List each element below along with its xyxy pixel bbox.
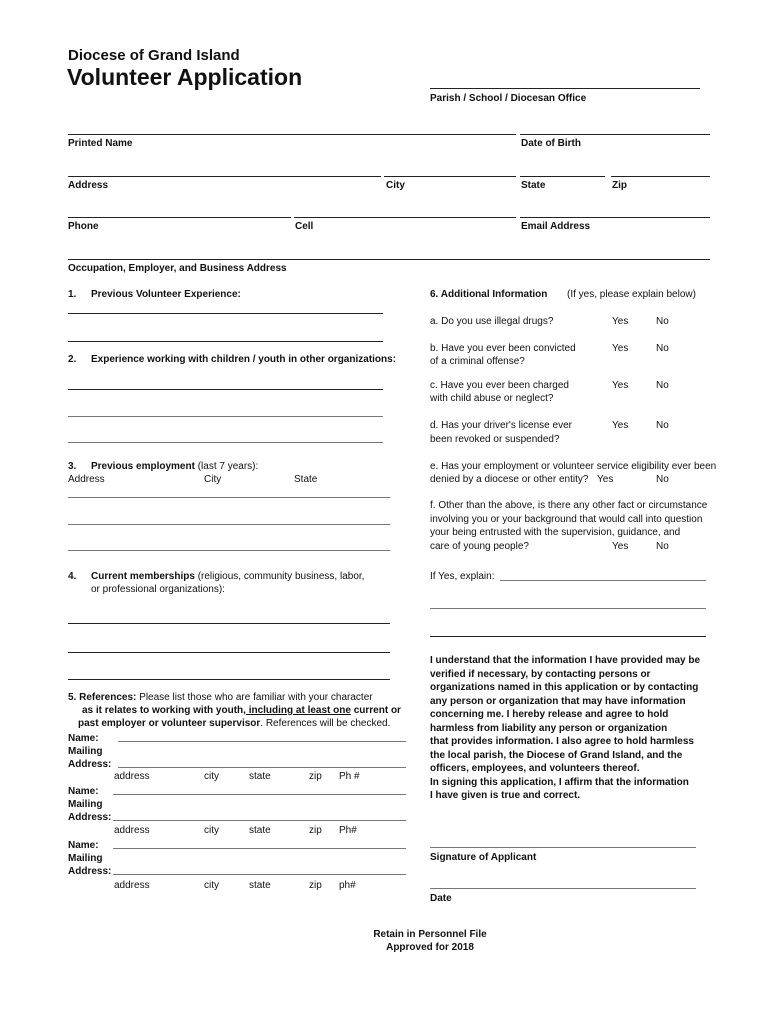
q-c-text: c. Have you ever been charged with child abuse or neglect?	[430, 380, 569, 404]
ref1-sub-zip: zip	[309, 771, 322, 782]
ref3-sub-address: address	[114, 880, 150, 891]
ref2-address-line[interactable]	[113, 820, 406, 821]
dob-label: Date of Birth	[521, 138, 581, 149]
s3-heading-rest: (last 7 years):	[194, 461, 259, 472]
s4-line-1[interactable]	[68, 623, 390, 624]
date-label: Date	[430, 893, 452, 904]
ref2-sub-city: city	[204, 825, 219, 836]
s1-line-1[interactable]	[68, 313, 383, 314]
s5-line3	[78, 717, 390, 730]
s2-line-1[interactable]	[68, 389, 383, 390]
dob-line[interactable]	[520, 134, 710, 135]
q-a-text: a. Do you use illegal drugs?	[430, 316, 554, 327]
s2-line-3[interactable]	[68, 442, 383, 443]
footer-approved: Approved for 2018	[386, 942, 474, 953]
city-line[interactable]	[384, 176, 516, 177]
q-f-no[interactable]: No	[656, 541, 669, 552]
ref3-sub-city: city	[204, 880, 219, 891]
q-b-text: b. Have you ever been convicted of a criminal offense?	[430, 343, 576, 367]
q-e-text: e. Has your employment or volunteer service eligibility ever been denied by a diocese or other entity?	[430, 461, 717, 485]
ref1-sub-address: address	[114, 771, 150, 782]
page-title: Volunteer Application	[67, 64, 303, 90]
q-f-yes[interactable]: Yes	[612, 541, 629, 552]
s1-line-2[interactable]	[68, 341, 383, 342]
s3-city-col: City	[204, 474, 222, 485]
ref1-sub-city: city	[204, 771, 219, 782]
s4-number: 4.	[68, 571, 77, 582]
ref1-address-line[interactable]	[118, 767, 406, 768]
ref3-mailing-label: Mailing	[68, 853, 103, 864]
address-line[interactable]	[68, 176, 381, 177]
q-e-no[interactable]: No	[656, 474, 669, 485]
zip-label: Zip	[612, 180, 627, 191]
explain-label: If Yes, explain:	[430, 571, 495, 582]
s2-line-2[interactable]	[68, 416, 383, 417]
q-e-yes[interactable]: Yes	[597, 474, 614, 485]
q-a-yes[interactable]: Yes	[612, 316, 629, 327]
s3-line-2[interactable]	[68, 524, 390, 525]
s5-line2	[82, 704, 401, 717]
email-label: Email Address	[521, 221, 591, 232]
ref2-name-line[interactable]	[113, 794, 406, 795]
s6-note: (If yes, please explain below)	[567, 289, 696, 300]
ref2-sub-address: address	[114, 825, 150, 836]
date-line[interactable]	[430, 888, 696, 889]
q-d-no[interactable]: No	[656, 420, 669, 431]
ref2-sub-zip: zip	[309, 825, 322, 836]
ref2-sub-ph: Ph#	[339, 825, 357, 836]
s4-line-2[interactable]	[68, 652, 390, 653]
cell-line[interactable]	[294, 217, 516, 218]
explain-line-3[interactable]	[430, 636, 706, 637]
ref2-name-label: Name:	[68, 786, 99, 797]
ref2-address-label: Address:	[68, 812, 112, 823]
s3-line-1[interactable]	[68, 497, 390, 498]
parish-label: Parish / School / Diocesan Office	[430, 93, 587, 104]
s4-heading-rest: (religious, community business, labor,	[194, 571, 365, 582]
s3-line-3[interactable]	[68, 550, 390, 551]
cell-label: Cell	[295, 221, 314, 232]
s4-heading	[91, 570, 364, 583]
q-a-no[interactable]: No	[656, 316, 669, 327]
ref1-mailing-label: Mailing	[68, 746, 103, 757]
state-label: State	[521, 180, 546, 191]
s3-heading-bold: Previous employment	[91, 461, 195, 472]
printed-name-line[interactable]	[68, 134, 516, 135]
ref3-sub-zip: zip	[309, 880, 322, 891]
ref1-name-label: Name:	[68, 733, 99, 744]
s3-address-col: Address	[68, 474, 105, 485]
s1-label: Previous Volunteer Experience:	[91, 289, 241, 300]
ref1-sub-state: state	[249, 771, 271, 782]
address-label: Address	[68, 180, 109, 191]
signature-label: Signature of Applicant	[430, 852, 537, 863]
city-label: City	[386, 180, 405, 191]
s3-number: 3.	[68, 461, 77, 472]
ref1-name-line[interactable]	[118, 741, 406, 742]
s3-heading	[91, 460, 258, 473]
state-line[interactable]	[520, 176, 605, 177]
ref2-sub-state: state	[249, 825, 271, 836]
s5-line3-a: past employer or volunteer supervisor	[78, 718, 261, 729]
s3-state-col: State	[294, 474, 318, 485]
org-name: Diocese of Grand Island	[68, 47, 240, 64]
q-d-yes[interactable]: Yes	[612, 420, 629, 431]
explain-line-1[interactable]	[500, 580, 706, 581]
q-c-yes[interactable]: Yes	[612, 380, 629, 391]
s1-number: 1.	[68, 289, 77, 300]
parish-line[interactable]	[430, 88, 700, 89]
s6-title: 6. Additional Information	[430, 289, 548, 300]
s4-heading-bold: Current memberships	[91, 571, 195, 582]
s5-heading-rest: Please list those who are familiar with your character	[136, 692, 373, 703]
s5-line2-c: current or	[350, 705, 401, 716]
q-f-text: f. Other than the above, is there any other fact or circumstance involving you or your background that would call into question your being entrusted with the supervision, guidance, and care of young people?	[430, 500, 708, 552]
phone-line[interactable]	[68, 217, 291, 218]
s4-heading-line2: or professional organizations):	[91, 584, 225, 595]
s2-label: Experience working with children / youth in other organizations:	[91, 354, 397, 365]
printed-name-label: Printed Name	[68, 138, 133, 149]
ref3-name-label: Name:	[68, 840, 99, 851]
s5-heading-bold: 5. References:	[68, 692, 137, 703]
explain-line-2[interactable]	[430, 608, 706, 609]
s5-line2-a: as it relates to working with youth,	[82, 705, 246, 716]
ref3-sub-ph: ph#	[339, 880, 356, 891]
phone-label: Phone	[68, 221, 99, 232]
s5-heading	[68, 691, 373, 704]
ref3-name-line[interactable]	[113, 848, 406, 849]
q-d-text: d. Has your driver's license ever been revoked or suspended?	[430, 420, 572, 445]
ref2-mailing-label: Mailing	[68, 799, 103, 810]
email-line[interactable]	[520, 217, 710, 218]
s5-line3-b: . References will be checked.	[260, 718, 391, 729]
q-b-yes[interactable]: Yes	[612, 343, 629, 354]
s5-line2-b: including at least one	[245, 705, 351, 716]
signature-line[interactable]	[430, 847, 696, 848]
ref3-sub-state: state	[249, 880, 271, 891]
certification-text: I understand that the information I have provided may be verified if necessary, by contacting persons or organizations named in this application or by contacting any person or organization that may have information concerning me. I hereby release and agree to hold harmless from liability any person or organization that provides information. I also agree to hold harmless the local parish, the Diocese of Grand Island, and the officers, employees, and volunteers thereof. In signing this application, I affirm that the information I have given is true and correct.	[430, 655, 701, 801]
ref3-address-line[interactable]	[113, 874, 406, 875]
s4-line-3[interactable]	[68, 679, 390, 680]
zip-line[interactable]	[611, 176, 710, 177]
ref1-sub-ph: Ph #	[339, 771, 360, 782]
occupation-label: Occupation, Employer, and Business Address	[68, 263, 287, 274]
s2-number: 2.	[68, 354, 77, 365]
ref3-address-label: Address:	[68, 866, 112, 877]
q-b-no[interactable]: No	[656, 343, 669, 354]
ref1-address-label: Address:	[68, 759, 112, 770]
occupation-line[interactable]	[68, 259, 710, 260]
footer-retain: Retain in Personnel File	[373, 929, 487, 940]
q-c-no[interactable]: No	[656, 380, 669, 391]
